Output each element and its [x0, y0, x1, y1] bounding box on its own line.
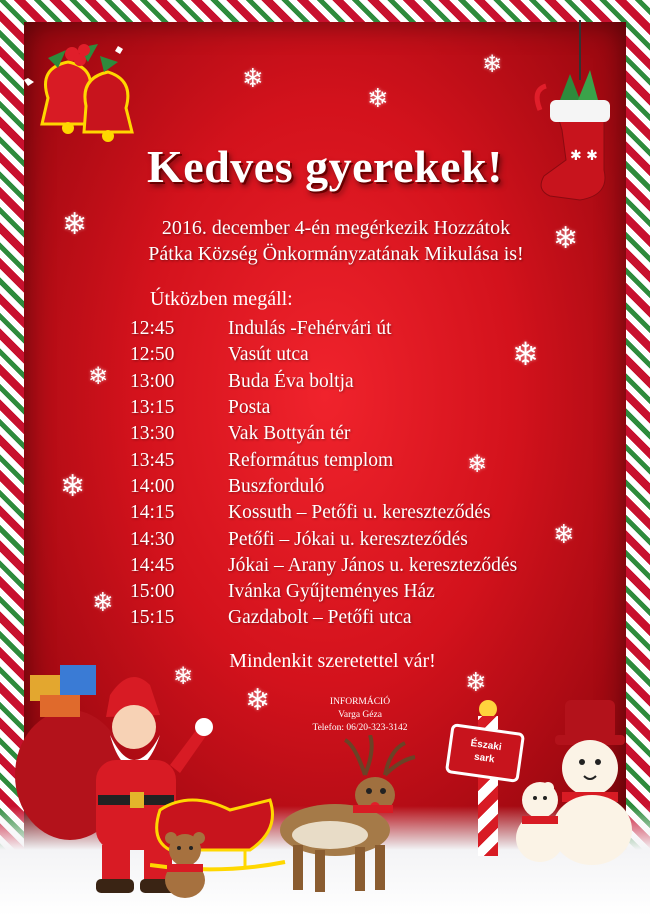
snowflake-icon: ❄ — [467, 450, 488, 478]
schedule-place: Petőfi – Jókai u. kereszteződés — [228, 528, 468, 550]
schedule-row — [130, 553, 590, 579]
schedule-row — [130, 579, 590, 605]
intro-line-1: 2016. december 4-én megérkezik Hozzátok — [161, 217, 511, 239]
intro-line-2: Pátka Község Önkormányzatának Mikulása is! — [148, 243, 524, 265]
schedule-row — [130, 421, 590, 447]
schedule-time: 14:00 — [130, 475, 175, 497]
schedule-row — [130, 369, 590, 395]
schedule-row — [130, 500, 590, 526]
schedule-time: 14:15 — [130, 502, 175, 524]
schedule-time: 15:15 — [130, 607, 175, 629]
schedule-time: 15:00 — [130, 581, 175, 603]
schedule-time: 13:00 — [130, 370, 175, 392]
schedule-time: 14:45 — [130, 554, 175, 576]
snowflake-icon: ❄ — [367, 84, 389, 114]
svg-text:✱ ✱: ✱ ✱ — [570, 148, 598, 164]
schedule-time: 13:15 — [130, 397, 175, 419]
schedule-place: Posta — [228, 397, 271, 419]
schedule-time: 14:30 — [130, 528, 175, 550]
schedule-place: Indulás -Fehérvári út — [228, 318, 392, 340]
reindeer-icon — [275, 735, 425, 900]
info-block — [0, 696, 650, 735]
schedule-row — [130, 395, 590, 421]
schedule-time: 13:30 — [130, 423, 175, 445]
schedule-list — [130, 316, 590, 632]
schedule-time: 12:45 — [130, 318, 175, 340]
snowflake-icon: ❄ — [553, 520, 575, 550]
closing-text: Mindenkit szeretettel vár! — [229, 650, 436, 672]
snowflake-icon: ❄ — [482, 50, 503, 78]
schedule-place: Buszforduló — [228, 475, 325, 497]
schedule-row — [130, 447, 590, 473]
schedule-time: 13:45 — [130, 449, 175, 471]
info-name: Varga Géza — [338, 710, 382, 720]
schedule-row — [130, 316, 590, 342]
info-label: INFORMÁCIÓ — [329, 697, 391, 707]
snowflake-icon: ❄ — [88, 362, 109, 390]
stops-heading: Útközben megáll: — [150, 288, 293, 310]
schedule-time: 12:50 — [130, 344, 175, 366]
schedule-place: Buda Éva boltja — [228, 370, 354, 392]
teddy-bear-icon — [155, 830, 215, 900]
page-title: Kedves gyerekek! — [147, 141, 503, 192]
schedule-place: Református templom — [228, 449, 394, 471]
snowflake-icon: ❄ — [62, 207, 88, 242]
snowflake-icon: ❄ — [245, 683, 271, 718]
signpost-line2: sark — [473, 751, 496, 766]
intro-text — [0, 215, 650, 267]
snowflake-icon: ❄ — [553, 221, 579, 256]
snowflake-icon: ❄ — [60, 469, 86, 504]
snowflake-icon: ❄ — [512, 335, 539, 373]
snowflake-icon: ❄ — [465, 668, 487, 698]
signpost-line1: Északi — [469, 737, 503, 754]
info-phone: Telefon: 06/20-323-3142 — [312, 723, 408, 733]
schedule-row — [130, 474, 590, 500]
schedule-row — [130, 526, 590, 552]
schedule-place: Kossuth – Petőfi u. kereszteződés — [228, 502, 491, 524]
snowflake-icon: ❄ — [173, 662, 194, 690]
schedule-place: Vasút utca — [228, 344, 309, 366]
snowflake-icon: ❄ — [92, 588, 114, 618]
schedule-row — [130, 605, 590, 631]
schedule-row — [130, 342, 590, 368]
schedule-place: Vak Bottyán tér — [228, 423, 351, 445]
schedule-place: Gazdabolt – Petőfi utca — [228, 607, 412, 629]
schedule-place: Ivánka Gyűjteményes Ház — [228, 581, 435, 603]
schedule-place: Jókai – Arany János u. kereszteződés — [228, 554, 518, 576]
snowflake-icon: ❄ — [242, 64, 264, 94]
